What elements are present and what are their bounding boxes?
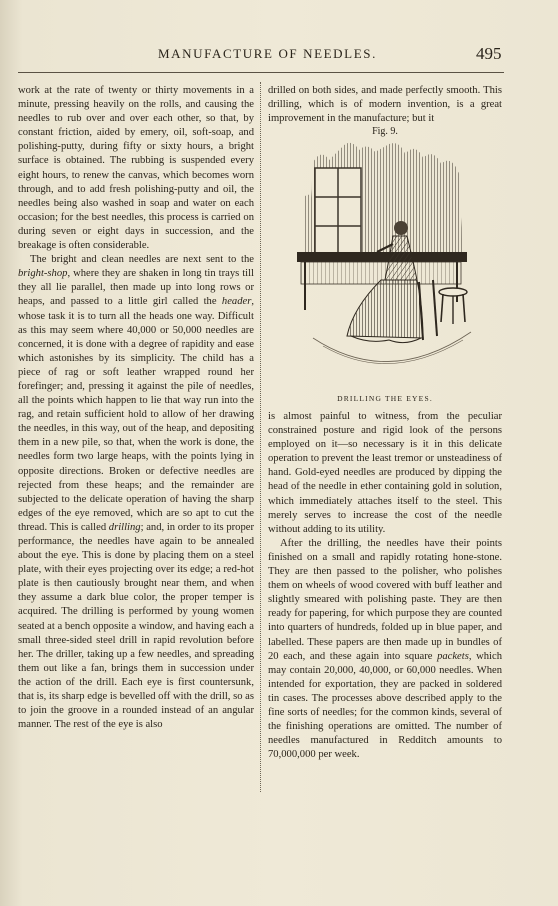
text-run: , which may contain 20,000, 40,000, or 60,000 needles. When intended for exportation, they are packed in soldered tin cases. The processes above described apply to the fine sorts of needles; for the common kinds, several of the finishing operations are omitted. The number of needles manufactured in Redditch amounts to 70,000,000 per week.: [268, 650, 502, 761]
running-title: MANUFACTURE OF NEEDLES.: [158, 46, 377, 61]
paragraph-continued: drilled on both sides, and made perfectly smooth. This drilling, which is of modern invention, is a great improvement in the manufacture; but it: [268, 85, 502, 125]
paragraph-bright-shop: [18, 253, 254, 732]
right-column-top: [268, 84, 502, 126]
text-run: After the drilling, the needles have their points finished on a small and rapidly rotating hone-stone. They are then passed to the polisher, who polishes them on wheels of wood covered with buff leather and slightly smeared with polishing paste. They are then ready for papering, for which purpose they are counted into quarters of hundreds, folded up in blue paper, and labelled. These papers are then made up in bundles of 20 each, and these again into square: [268, 537, 502, 662]
engraving-drawing: [293, 140, 483, 392]
column-divider: [260, 82, 261, 792]
paragraph-continued: is almost painful to witness, from the peculiar constrained posture and rigid look of the persons employed on it—so necessary is it in this delicate operation to prevent the least tremor or unsteadiness of hand. Gold-eyed needles are produced by dipping the head of the needle in ether containing gold in solution, which immediately attaches itself to the steel. This merely serves to increase the cost of the needle without adding to its utility.: [268, 411, 502, 535]
text-run: , whose task it is to turn all the heads one way. Difficult as this may seem where 40,000 or 50,000 needles are concerned, it is done with a degree of rapidity and ease which astonishes by its simplicity. The child has a piece of rag or soft leather wrapped round her forefinger; and, pressing it against the pile of needles, all the points which happen to lie that way run into the rag, and retain sufficient hold to allow of her drawing the needles, in this way, out of the heap, and depositing them in a new pile, so that, when the work is done, the needles form two large heaps, with the points lying in opposite directions. Broken or defective needles are rejected from these heaps; and the remainder are subjected to the delicate operation of having the sharp edges of the eye removed, which are so apt to cut the thread. This is called: [18, 296, 254, 533]
term-header: header: [221, 296, 252, 308]
paragraph-continued: work at the rate of twenty or thirty movements in a minute, pressing heavily on the rolls, and causing the needles to rub over and over each other, so that, by constant friction, aided by emery, oil, soft-soap, and polishing-putty, during fifty or sixty hours, a bright surface is obtained. The rubbing is suspended every eight hours, to renew the canvas, which becomes worn through, and to add fresh polishing-putty and oil, the needles being also washed in soap and water on each occasion; for the best needles, this process is carried on during seven or eight days in succession, and the breakage is often considerable.: [18, 85, 254, 252]
term-drilling: drilling: [108, 521, 141, 533]
term-bright-shop: bright-shop: [18, 268, 68, 280]
figure-label: Fig. 9.: [372, 126, 398, 137]
drilling-illustration: [293, 140, 483, 392]
text-run: ; and, in order to its proper performance, the needles have again to be annealed about the eye. This is done by placing them on a steel plate, with their eyes projecting over its edge; a red-hot plate is then cautiously brought near them, and when they assume a dark blue color, the proper temper is acquired. The drilling is performed by young women seated at a bench opposite a window, and having each a small three-sided steel drill in rapid revolution before her. The driller, taking up a few needles, and spreading them out like a fan, brings them in succession under the action of the drill. Each eye is first countersunk, that is, its sharp edge is bevelled off with the drill, so as to join the groove in a rounded instead of an angular manner. The rest of the eye is also: [18, 521, 254, 731]
figure-caption: DRILLING THE EYES.: [337, 394, 433, 403]
text-run: , where they are shaken in long tin trays till they all lie parallel, then made up into long rows or heaps, and passed to a little girl called the: [18, 268, 254, 308]
header-rule: [18, 72, 504, 73]
left-column: [18, 84, 254, 732]
right-column-bottom: [268, 410, 502, 762]
text-run: The bright and clean needles are next sent to the: [30, 254, 254, 266]
page-header: [0, 46, 558, 66]
paragraph-after-drilling: [268, 537, 502, 763]
term-packets: packets: [437, 650, 469, 662]
page-number: 495: [476, 44, 502, 63]
